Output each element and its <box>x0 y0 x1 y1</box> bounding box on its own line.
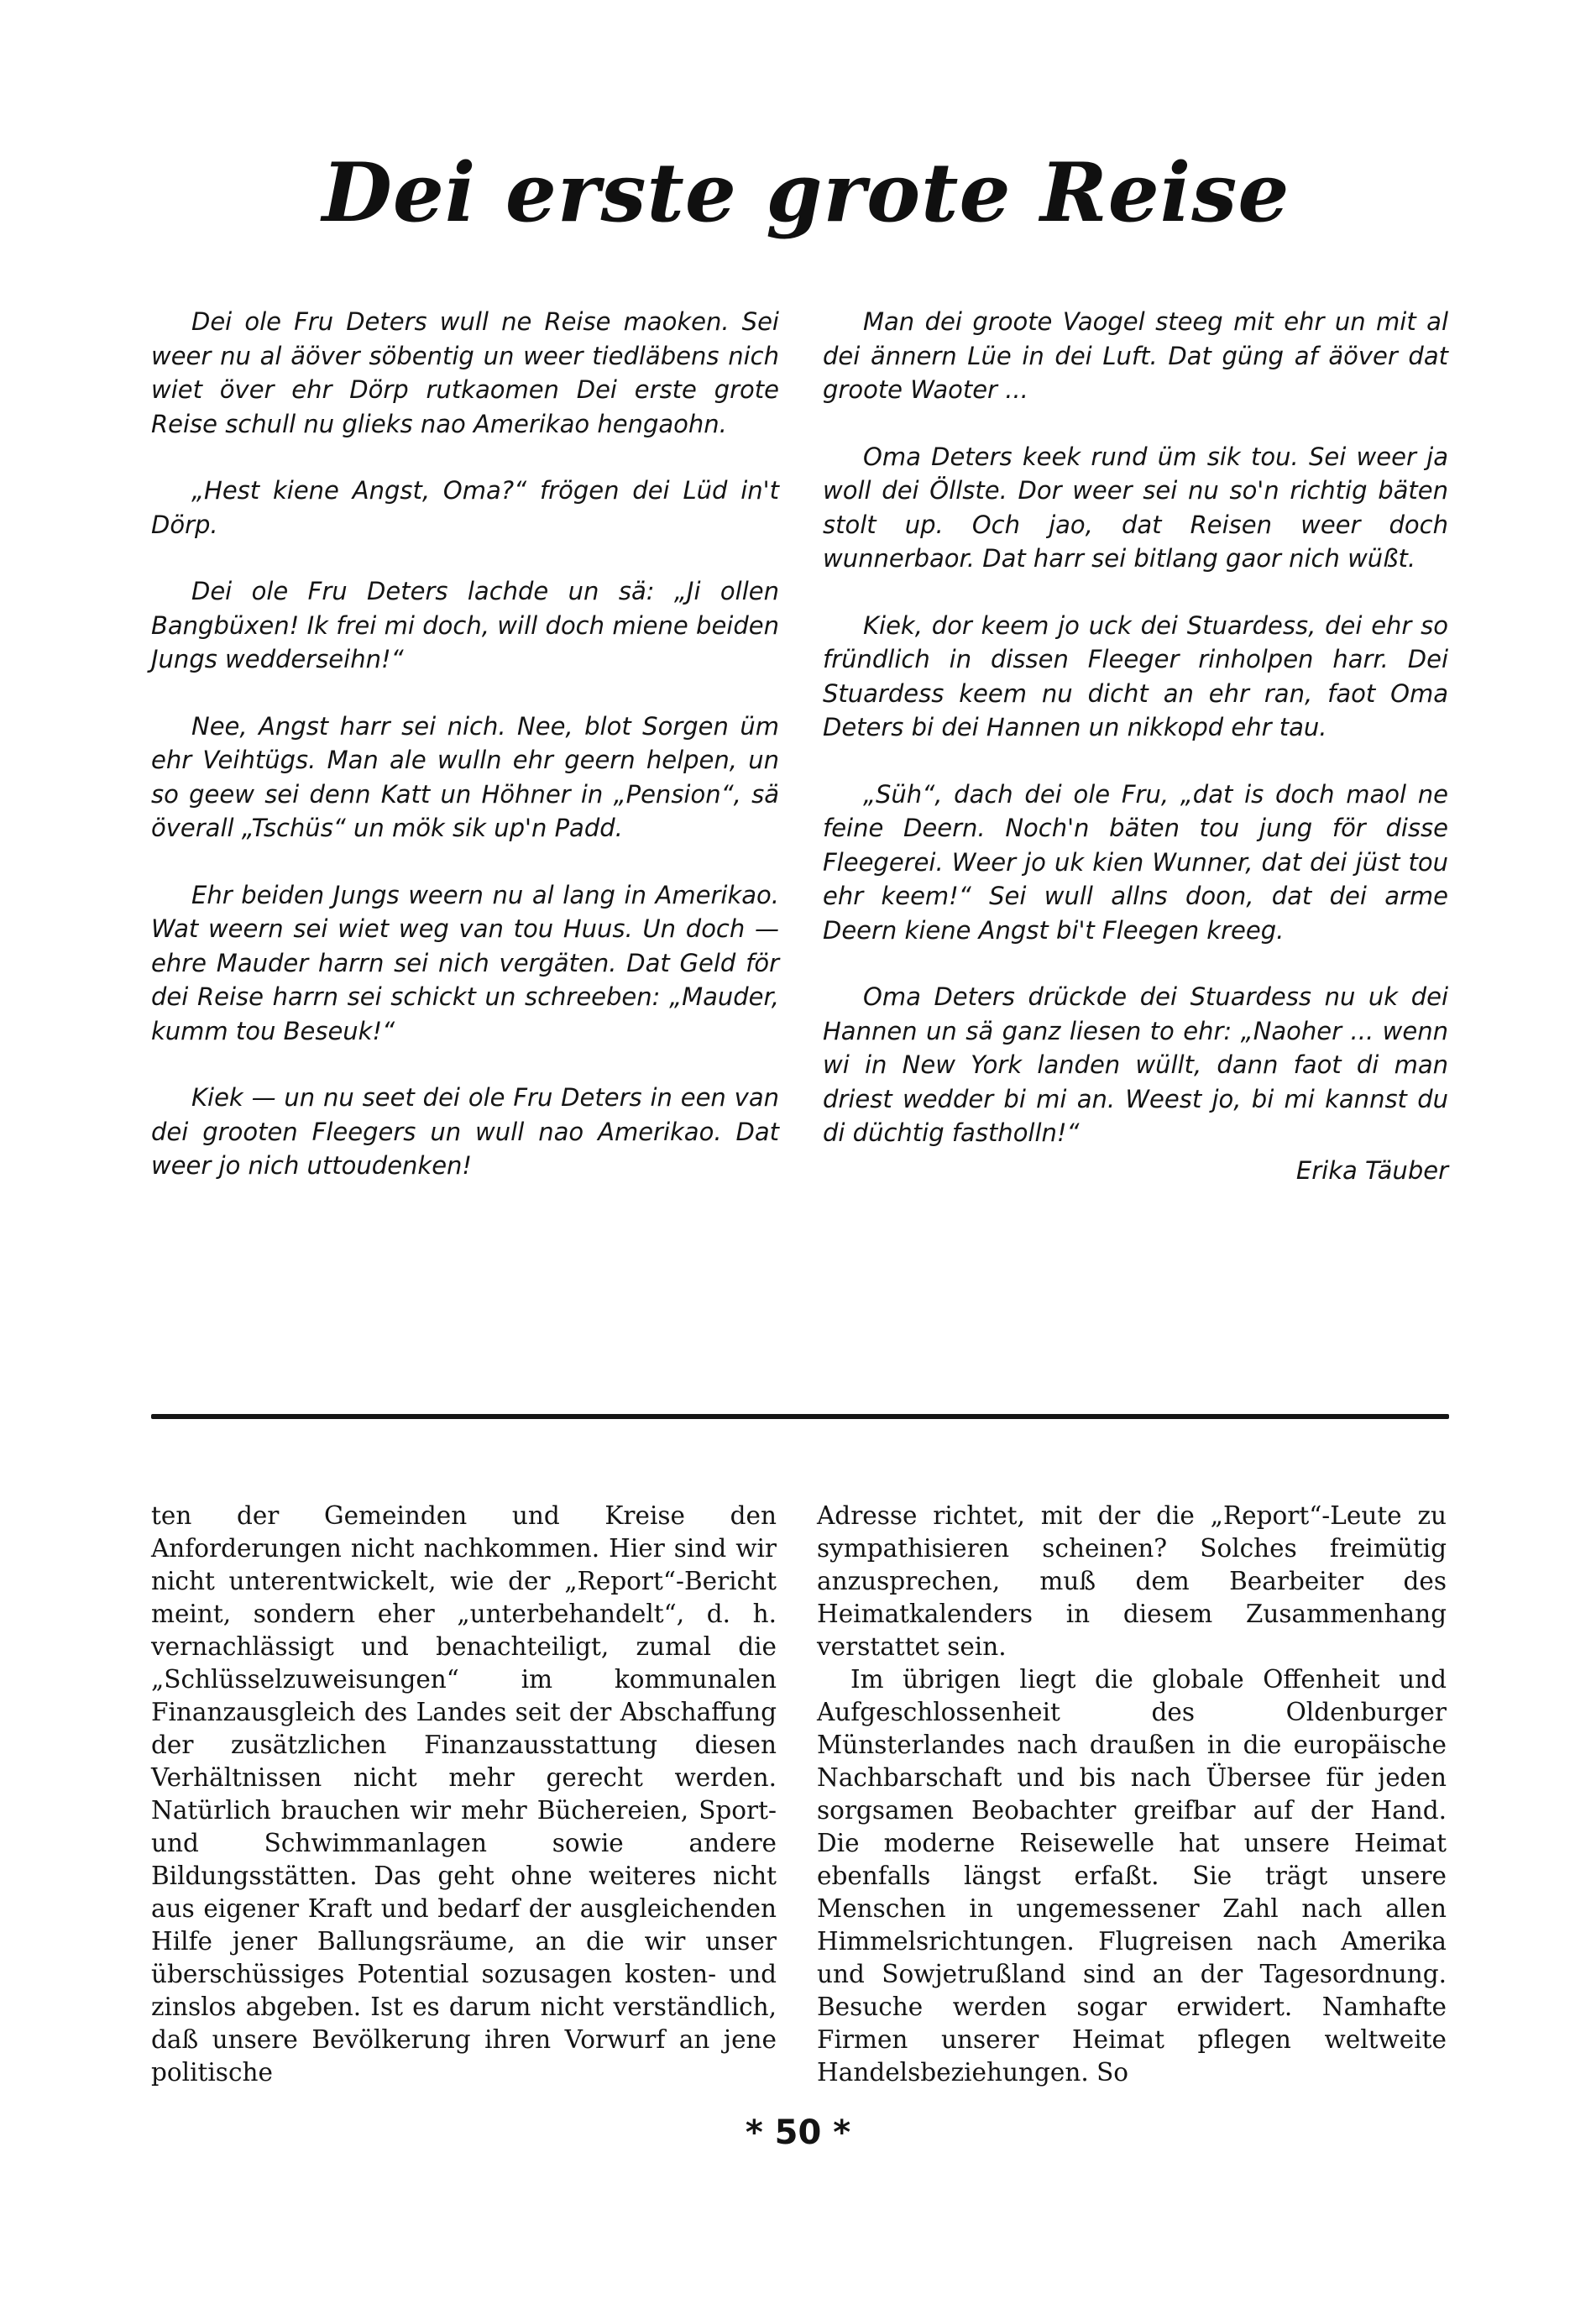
poem-paragraph: „Hest kiene Angst, Oma?“ frögen dei Lüd in't Dörp. <box>151 476 779 539</box>
poem-paragraph: Kiek — un nu seet dei ole Fru Deters in een van dei grooten Fleegers un wull nao Amerikao. Dat weer jo nich uttoudenken! <box>151 1083 779 1180</box>
article-paragraph: Adresse richtet, mit der die „Report“-Leute zu sympathisieren scheinen? Solches freimütig anzusprechen, muß dem Bearbeiter des Heimatkalenders in diesem Zusammenhang verstattet sein. <box>817 1501 1447 1661</box>
poem-paragraph: „Süh“, dach dei ole Fru, „dat is doch maol ne feine Deern. Noch'n bäten tou jung för disse Fleegerei. Weer jo uk kien Wunner, dat dei jüst tou ehr keem!“ Sei wull allns doon, dat dei arme Deern kiene Angst bi't Fleegen kreeg. <box>823 779 1448 945</box>
poem-paragraph: Kiek, dor keem jo uck dei Stuardess, dei ehr so fründlich in dissen Fleeger rinholpen harr. Dei Stuardess keem nu dicht an ehr ran, faot Oma Deters bi dei Hannen un nikkopd ehr tau. <box>823 610 1448 741</box>
article-column-right <box>817 1500 1447 2089</box>
page-number: * 50 * <box>745 2113 851 2152</box>
author-signature: Erika Täuber <box>1295 1155 1448 1185</box>
poem-column-left <box>151 305 779 1216</box>
poem-column-right <box>823 305 1448 1187</box>
article-column-left <box>151 1500 777 2089</box>
poem-paragraph: Dei ole Fru Deters wull ne Reise maoken. Sei weer nu al äöver söbentig un weer tiedläbens nich wiet över ehr Dörp rutkaomen Dei erste grote Reise schull nu glieks nao Amerikao hengaohn. <box>151 307 779 438</box>
poem-paragraph: Ehr beiden Jungs weern nu al lang in Amerikao. Wat weern sei wiet weg van tou Huus. Un doch — ehre Mauder harrn sei nich vergäten. Dat Geld för dei Reise harrn sei schickt un schreeben: „Mauder, kumm tou Beseuk!“ <box>151 880 779 1045</box>
article-paragraph: ten der Gemeinden und Kreise den Anforderungen nicht nachkommen. Hier sind wir nicht unterentwickelt, wie der „Report“-Bericht meint, sondern eher „unterbehandelt“, d. h. vernachlässigt und benachteiligt, zumal die „Schlüsselzuweisungen“ im kommunalen Finanzausgleich des Landes seit der Abschaffung der zusätzlichen Finanzausstattung diesen Verhältnissen nicht mehr gerecht werden. Natürlich brauchen wir mehr Büchereien, Sport- und Schwimmanlagen sowie andere Bildungsstätten. Das geht ohne weiteres nicht aus eigener Kraft und bedarf der ausgleichenden Hilfe jener Ballungsräume, an die wir unser überschüssiges Potential sozusagen kosten- und zinslos abgeben. Ist es darum nicht verständlich, daß unsere Bevölkerung ihren Vorwurf an jene politische <box>151 1501 777 2087</box>
poem-paragraph: Oma Deters keek rund üm sik tou. Sei weer ja woll dei Öllste. Dor weer sei nu so'n richtig bäten stolt up. Och jao, dat Reisen weer doch wunnerbaor. Dat harr sei bitlang gaor nich wüßt. <box>823 442 1448 573</box>
poem-paragraph: Oma Deters drückde dei Stuardess nu uk dei Hannen un sä ganz liesen to ehr: „Naoher ... wenn wi in New York landen wüllt, dann faot di man driest wedder bi mi an. Weest jo, bi mi kannst du di düchtig fastholln!“ <box>823 982 1448 1147</box>
article-paragraph: Im übrigen liegt die globale Offenheit und Aufgeschlossenheit des Oldenburger Münsterlandes nach draußen in die europäische Nachbarschaft und bis nach Übersee für jeden sorgsamen Beobachter greifbar auf der Hand. Die moderne Reisewelle hat unsere Heimat ebenfalls längst erfaßt. Sie trägt unsere Menschen in ungemessener Zahl nach allen Himmelsrichtungen. Flugreisen nach Amerika und Sowjetrußland sind an der Tagesordnung. Besuche werden sogar erwidert. Namhafte Firmen unserer Heimat pflegen weltweite Handelsbeziehungen. So <box>817 1665 1447 2087</box>
poem-paragraph: Dei ole Fru Deters lachde un sä: „Ji ollen Bangbüxen! Ik frei mi doch, will doch miene beiden Jungs wedderseihn!“ <box>151 577 779 673</box>
poem-paragraph: Man dei groote Vaogel steeg mit ehr un mit al dei ännern Lüe in dei Luft. Dat güng af äöver dat groote Waoter ... <box>823 307 1448 404</box>
page-title: Dei erste grote Reise <box>322 145 1290 240</box>
section-divider <box>151 1414 1449 1419</box>
poem-paragraph: Nee, Angst harr sei nich. Nee, blot Sorgen üm ehr Veihtügs. Man ale wulln ehr geern helpen, un so geew sei denn Katt un Höhner in „Pension“, sä överall „Tschüs“ un mök sik up'n Padd. <box>151 711 779 842</box>
